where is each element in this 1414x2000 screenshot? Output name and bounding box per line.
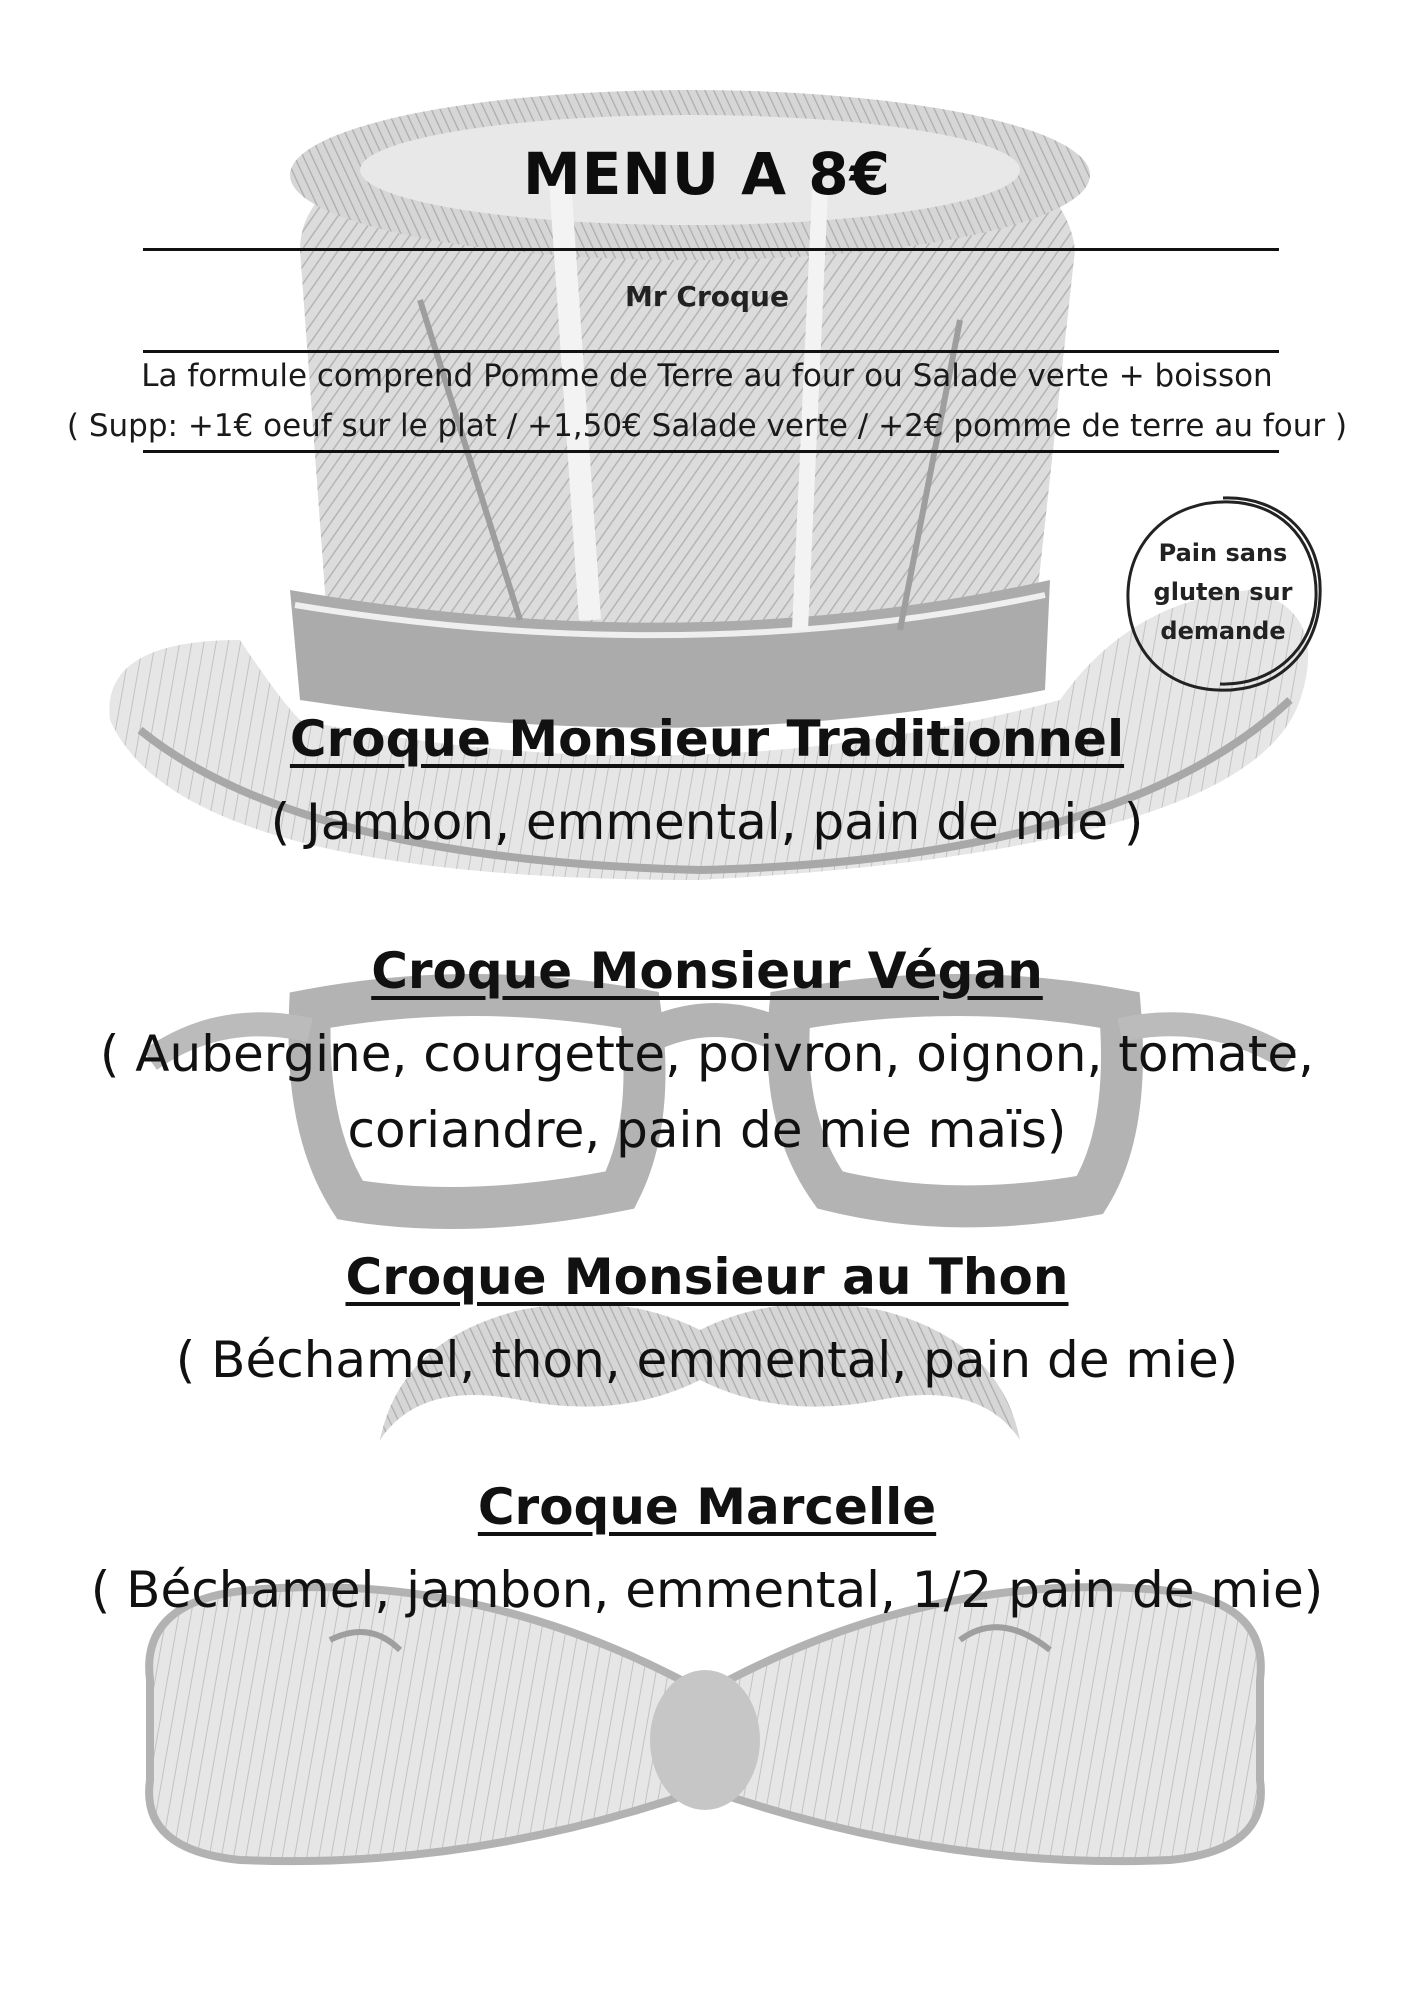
divider-bottom [143,450,1279,453]
menu-item-description [0,1552,1414,1628]
divider-middle [143,350,1279,353]
supplements-description: ( Supp: +1€ oeuf sur le plat / +1,50€ Salade verte / +2€ pomme de terre au four ) [66,408,1348,444]
description-line: ( Aubergine, courgette, poivron, oignon, tomate, [99,1025,1315,1083]
menu-title: MENU A 8€ [523,140,891,208]
menu-item-name: Croque Monsieur au Thon [345,1248,1069,1306]
menu-item-description [0,784,1414,860]
menu-item-name: Croque Marcelle [477,1478,937,1536]
description-line: ( Béchamel, thon, emmental, pain de mie) [175,1331,1239,1389]
gluten-free-badge [1118,488,1328,698]
description-line: coriandre, pain de mie maïs) [347,1101,1067,1159]
description-line: ( Jambon, emmental, pain de mie ) [270,793,1144,851]
badge-line: Pain sans [1158,539,1288,567]
menu-item-name: Croque Monsieur Végan [371,942,1043,1000]
badge-line: demande [1160,617,1286,645]
formula-description: La formule comprend Pomme de Terre au four ou Salade verte + boisson [141,358,1273,394]
divider-top [143,248,1279,251]
menu-item-name: Croque Monsieur Traditionnel [289,710,1125,768]
menu-item-description [0,1322,1414,1398]
badge-line: gluten sur [1153,578,1293,606]
brand-name: Mr Croque [625,280,789,313]
menu-item-description [0,1016,1414,1168]
description-line: ( Béchamel, jambon, emmental, 1/2 pain de mie) [90,1561,1324,1619]
